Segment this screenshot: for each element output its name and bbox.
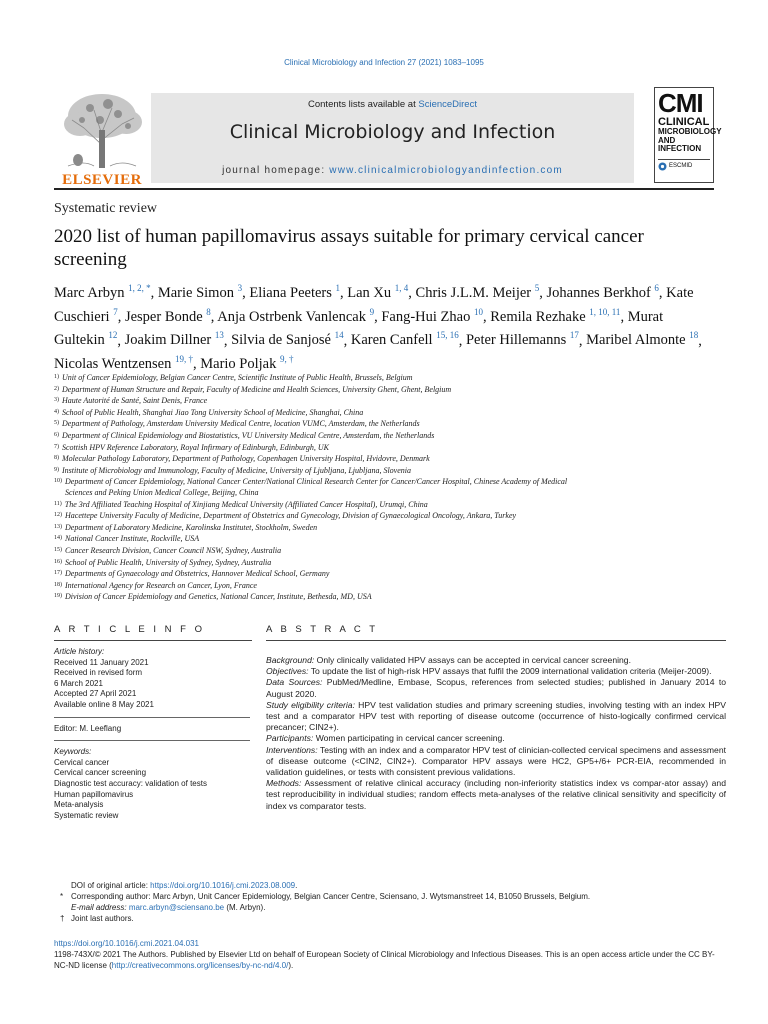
author[interactable] — [416, 285, 540, 301]
keyword: Cervical cancer — [54, 757, 110, 767]
abstract-section-text: Women participating in cervical cancer screening. — [315, 733, 505, 744]
keywords-label: Keywords: — [54, 747, 92, 757]
author-name: Mario Poljak — [200, 356, 277, 373]
abstract-section — [266, 778, 726, 812]
author-affiliation-marker[interactable]: 15, 16 — [436, 330, 459, 341]
affiliation-text: Hacettepe University Faculty of Medicine, Department of Obstetrics and Gynecology, Division of Gynaecological Oncology, Ankara, Turkey — [65, 511, 517, 521]
affiliation — [54, 384, 674, 396]
author-affiliation-marker[interactable]: 6 — [654, 283, 659, 293]
author[interactable] — [124, 306, 211, 325]
affiliation-number: 9) — [54, 466, 59, 473]
article-info-heading: A R T I C L E I N F O — [54, 624, 205, 635]
cmi-logo-line2: MICROBIOLOGY — [658, 127, 722, 136]
author-affiliation-marker[interactable]: 1, 4 — [394, 283, 409, 293]
author-name: Silvia de Sanjosé — [231, 332, 331, 349]
author[interactable] — [217, 306, 375, 325]
cmi-logo-big: CMI — [658, 88, 703, 118]
author-affiliation-marker[interactable]: 5 — [534, 283, 540, 293]
affiliation-number: 6) — [54, 431, 59, 438]
affiliation — [54, 557, 674, 569]
abstract-section — [266, 745, 726, 779]
abstract-section-label: Interventions: — [266, 744, 318, 755]
affiliation — [54, 499, 674, 511]
affiliation — [54, 395, 674, 407]
sciencedirect-link[interactable]: ScienceDirect — [418, 99, 477, 110]
info-separator — [54, 717, 250, 718]
author-affiliation-marker[interactable]: 13 — [214, 330, 224, 341]
affiliation — [54, 591, 674, 603]
affiliation-text: Haute Autorité de Santé, Saint Denis, France — [62, 396, 208, 406]
abstract-section-text: HPV test validation studies and primary screening studies, involving testing with an index HPV test and a comparator HPV test with reporting of disease outcome (occurrence of histo-logically confirmed cervical precancer; CIN2+). — [266, 699, 727, 733]
author-affiliation-marker[interactable]: 1 — [335, 283, 341, 293]
author-name: Marc Arbyn — [54, 284, 125, 301]
publication-info — [54, 938, 726, 971]
cmi-logo-line3: AND INFECTION — [658, 135, 702, 154]
affiliation — [54, 476, 674, 488]
author-list: Marc Arbyn $^{1, 2, *}$, Marie Simon $^3$, Eliana Peeters $^1$, Lan Xu $^{1, 4}$, Chris J.L.M. Meijer $^5$, Johannes Berkhof $^6$, Kate Cuschieri $^7$, Jesper Bonde $^8$, Anja Ostrbenk Vanlencak $^9$, Fang-Hui Zhao $^{10}$, Remila Rezhake $^{1, 10, 11}$, Murat Gultekin $^{12}$, Joakim Dillner $^{13}$, Silvia de Sanjosé $^{14}$, Karen Canfell $^{15, 16}$, Peter Hillemanns $^{17}$, Maribel Almonte $^{18}$, Nicolas Wentzensen $^{19, \dagger}$, Mario Poljak $^{9, \dagger}$ — [54, 283, 702, 373]
abstract-section-text: Assessment of relative clinical accuracy (including non-inferiority statistics index vs compar-ator assay) and test reproducibility in individual studies; random effects meta-analyses of the relative clinical sensitivity and specificity of index vs comparator tests. — [266, 778, 726, 811]
author[interactable] — [586, 332, 698, 348]
affiliation-text: Unit of Cancer Epidemiology, Belgian Cancer Centre, Scientific Institute of Public Health, Brussels, Belgium — [62, 373, 413, 382]
elsevier-tree-logo — [54, 90, 150, 188]
affiliation-text: Molecular Pathology Laboratory, Department of Pathology, Copenhagen University Hospital, Hvidovre, Denmark — [62, 454, 430, 464]
author-name: Maribel Almonte — [586, 332, 686, 349]
affiliation — [54, 453, 674, 465]
author-name: Jesper Bonde — [124, 308, 203, 325]
author-affiliation-marker[interactable]: 9, † — [279, 354, 294, 365]
affiliation-text: Department of Cancer Epidemiology, National Cancer Center/National Clinical Research Center for Cancer/Cancer Hospital, Chinese Academy of Medical — [65, 477, 568, 487]
author-affiliation-marker[interactable]: 10 — [473, 306, 483, 317]
author-name: Peter Hillemanns — [465, 332, 567, 349]
author[interactable] — [466, 332, 579, 348]
publisher-name: ELSEVIER — [62, 172, 142, 188]
author-name: Lan Xu — [347, 284, 392, 301]
affiliation-text: School of Public Health, Shanghai Jiao Tong University School of Medicine, Shanghai, China — [62, 407, 364, 417]
affiliation — [54, 522, 674, 534]
affiliation-number: 12) — [54, 512, 62, 519]
affiliation-number: 4) — [54, 408, 59, 415]
author-affiliation-marker[interactable]: 12 — [108, 330, 118, 341]
author[interactable] — [54, 356, 193, 372]
journal-citation[interactable]: Clinical Microbiology and Infection 27 (2021) 1083–1095 — [284, 58, 484, 67]
abstract-section — [266, 655, 726, 666]
affiliation-continuation: Sciences and Peking Union Medical College, Beijing, China — [65, 487, 259, 497]
abstract-section-text: PubMed/Medline, Embase, Scopus, references from selected studies; published in January 2014 to August 2020. — [266, 677, 726, 699]
corresponding-note — [54, 891, 726, 902]
copyright-text — [54, 949, 726, 971]
affiliation-number: 1) — [54, 374, 59, 380]
author-name: Anja Ostrbenk Vanlencak — [217, 308, 366, 325]
abstract-section-label: Background: — [266, 655, 315, 665]
author[interactable] — [249, 285, 340, 301]
article-type: Systematic review — [54, 201, 158, 216]
author-affiliation-marker[interactable]: 8 — [206, 306, 211, 317]
dagger-mark: † — [60, 914, 65, 923]
affiliation-text: Scottish HPV Reference Laboratory, Royal Infirmary of Edinburgh, Edinburgh, UK — [62, 442, 329, 452]
affiliation-text: School of Public Health, University of Sydney, Sydney, Australia — [65, 557, 272, 567]
author-affiliation-marker[interactable]: 9 — [369, 306, 375, 317]
article-doi-link[interactable]: https://doi.org/10.1016/j.cmi.2021.04.031 — [54, 939, 199, 948]
article-info — [54, 647, 254, 821]
abstract-section — [266, 677, 726, 699]
abstract-section-label: Methods: — [266, 778, 302, 789]
author-name: Eliana Peeters — [249, 284, 332, 301]
author[interactable] — [347, 285, 408, 301]
license-suffix: ). — [288, 961, 294, 970]
joint-last-note — [54, 913, 726, 924]
affiliation-text: Department of Human Structure and Repair, Faculty of Medicine and Health Sciences, University Ghent, Ghent, Belgium — [62, 384, 452, 394]
affiliation-number: 14) — [54, 535, 62, 542]
email-label: E-mail address: — [71, 903, 127, 912]
affiliation-text: Cancer Research Division, Cancer Council NSW, Sydney, Australia — [65, 545, 282, 555]
abstract-body — [266, 655, 726, 812]
author-name: Remila Rezhake — [490, 308, 586, 325]
affiliation-number: 15) — [54, 546, 62, 553]
revised-date: 6 March 2021 — [54, 678, 103, 688]
affiliation-text: International Agency for Research on Cancer, Lyon, France — [65, 580, 257, 590]
author[interactable] — [125, 332, 224, 348]
author[interactable] — [231, 332, 344, 348]
author-name: Johannes Berkhof — [546, 284, 651, 301]
abstract-rule — [266, 640, 726, 641]
revised-label: Received in revised form — [54, 668, 143, 678]
affiliation-text: National Cancer Institute, Rockville, USA — [65, 534, 200, 544]
affiliation — [54, 430, 674, 442]
affiliation-number: 13) — [54, 523, 62, 530]
affiliation — [54, 533, 674, 545]
affiliation — [54, 442, 674, 454]
affiliation-text: Department of Clinical Epidemiology and Biostatistics, VU University Medical Centre, Amsterdam, the Netherlands — [62, 430, 435, 440]
author-name: Marie Simon — [157, 284, 234, 301]
author-affiliation-marker[interactable]: 3 — [237, 283, 243, 293]
author-affiliation-marker[interactable]: 1, 10, 11 — [589, 306, 621, 317]
journal-title: Clinical Microbiology and Infection — [229, 121, 556, 143]
joint-last-text: Joint last authors. — [71, 914, 134, 923]
author-affiliation-marker[interactable]: 17 — [569, 330, 579, 341]
affiliation — [54, 545, 674, 557]
affiliation — [54, 407, 674, 419]
author-affiliation-marker[interactable]: 1, 2, * — [128, 283, 151, 293]
license-link[interactable]: http://creativecommons.org/licenses/by-nc-nd/4.0/ — [111, 961, 289, 970]
info-separator — [54, 740, 250, 741]
author-name: Kate Cuschieri — [54, 284, 694, 325]
author-affiliation-marker[interactable]: 19, † — [174, 354, 193, 365]
affiliation-list — [54, 372, 674, 603]
email-link[interactable]: marc.arbyn@sciensano.be — [128, 903, 225, 912]
affiliation-number: 7) — [54, 443, 59, 450]
author-affiliation-marker[interactable]: 18 — [689, 330, 699, 341]
abstract-section — [266, 666, 726, 677]
affiliation-number: 17) — [54, 570, 62, 577]
tree-icon — [54, 90, 150, 170]
cmi-journal-logo — [654, 87, 722, 183]
author-name: Joakim Dillner — [124, 332, 212, 349]
doi-original-link[interactable]: https://doi.org/10.1016/j.cmi.2023.08.009 — [150, 881, 296, 890]
affiliation-text: Departments of Gynaecology and Obstetrics, Hannover Medical School, Germany — [65, 569, 330, 579]
abstract-section-text: To update the list of high-risk HPV assays that fulfil the 2009 international validation criteria (Meijer-2009). — [310, 666, 712, 677]
contents-prefix: Contents lists available at — [308, 99, 419, 110]
email-note — [54, 902, 726, 913]
affiliation-text: Department of Pathology, Amsterdam University Medical Centre, location VUMC, Amsterdam, the Netherlands — [62, 419, 420, 429]
author-affiliation-marker[interactable]: 14 — [334, 330, 344, 341]
corresponding-text: Corresponding author: Marc Arbyn, Unit Cancer Epidemiology, Belgian Cancer Centre, Sciensano, J. Wytsmanstreet 14, B1050 Brussels, Belgium. — [71, 892, 591, 901]
cmi-logo-line1: CLINICAL — [658, 116, 710, 128]
author-name: Chris J.L.M. Meijer — [415, 284, 532, 301]
keyword-list — [54, 758, 254, 822]
affiliation-text: The 3rd Affiliated Teaching Hospital of Xinjiang Medical University (Affiliated Cancer Hospital), Urumqi, China — [64, 499, 428, 509]
affiliation-text: Division of Cancer Epidemiology and Genetics, National Cancer, Institute, Bethesda, MD, USA — [65, 592, 372, 602]
abstract-section-label: Participants: — [266, 733, 314, 744]
affiliation-number: 16) — [54, 558, 62, 565]
author[interactable] — [200, 356, 293, 372]
journal-homepage — [151, 165, 634, 176]
affiliation — [54, 580, 674, 592]
affiliation-number: 19) — [54, 593, 62, 600]
header-rule — [54, 188, 714, 190]
doi-original-note: DOI of original article: https://doi.org/10.1016/j.cmi.2023.08.009. — [71, 881, 298, 890]
keyword: Systematic review — [54, 810, 119, 820]
affiliation — [54, 418, 674, 430]
affiliation-number: 3) — [54, 397, 59, 404]
author[interactable] — [547, 285, 659, 301]
affiliation — [54, 465, 674, 477]
article-title: 2020 list of human papillomavirus assays suitable for primary cervical cancer screening — [54, 226, 644, 270]
author-name: Fang-Hui Zhao — [381, 308, 471, 325]
affiliation — [54, 568, 674, 580]
affiliation — [54, 510, 674, 522]
affiliation-number: 2) — [54, 385, 59, 392]
homepage-link[interactable]: www.clinicalmicrobiologyandinfection.com — [329, 165, 563, 176]
keyword: Human papillomavirus — [54, 789, 134, 799]
footnotes — [54, 880, 726, 924]
affiliation-number: 11) — [54, 500, 62, 507]
history-label: Article history: — [54, 647, 105, 656]
asterisk-mark: * — [60, 892, 64, 901]
author[interactable] — [490, 306, 621, 325]
copyright-statement: 1198-743X/© 2021 The Authors. Published by Elsevier Ltd on behalf of European Society of Clinical Microbiology and Infectious Diseases. This is an open access article under the CC BY-NC-ND license ( — [54, 950, 715, 970]
author-name: Murat Gultekin — [54, 308, 664, 349]
abstract-section-text: Only clinically validated HPV assays can be accepted in cervical cancer screening. — [316, 655, 631, 665]
affiliation-number: 8) — [54, 455, 59, 462]
email-suffix: (M. Arbyn). — [224, 903, 266, 912]
escmid-badge — [658, 159, 710, 171]
affiliation-text: Institute of Microbiology and Immunology, Faculty of Medicine, University of Ljubljana, Ljubljana, Slovenia — [62, 465, 411, 475]
abstract-heading: A B S T R A C T — [266, 624, 379, 635]
author[interactable] — [381, 306, 483, 325]
abstract-section-text: Testing with an index and a comparator HPV test of clinician-collected cervical specimens and assessment of disease outcome (<CIN2, CIN2+). Comparator HPV assays were HC2, GP5+/6+ PCR-EIA, recommended in validation guidelines, or tests with consistent previous validations. — [266, 744, 726, 778]
accepted-date: Accepted 27 April 2021 — [54, 689, 137, 699]
abstract-section — [266, 733, 726, 744]
keyword: Diagnostic test accuracy: validation of tests — [54, 778, 207, 788]
author[interactable] — [351, 332, 459, 348]
author[interactable] — [54, 285, 151, 301]
doi-original-prefix: DOI of original article: — [71, 881, 151, 890]
author-name: Nicolas Wentzensen — [54, 356, 172, 373]
author[interactable] — [158, 285, 242, 301]
escmid-label: ESCMID — [669, 163, 693, 170]
affiliation-number: 5) — [54, 420, 59, 427]
keyword: Cervical cancer screening — [54, 768, 147, 778]
keyword: Meta-analysis — [54, 800, 104, 810]
abstract-section-label: Data Sources: — [266, 677, 323, 688]
editor: Editor: M. Leeflang — [54, 723, 122, 733]
received-date: Received 11 January 2021 — [54, 657, 149, 667]
journal-banner — [151, 93, 634, 183]
abstract-section — [266, 700, 726, 734]
escmid-icon — [658, 162, 667, 171]
affiliation-number: 10) — [54, 478, 62, 485]
author-affiliation-marker[interactable]: 7 — [113, 306, 118, 317]
abstract-section-label: Objectives: — [266, 666, 309, 677]
online-date: Available online 8 May 2021 — [54, 699, 154, 709]
contents-line — [151, 99, 634, 110]
affiliation — [54, 372, 674, 384]
affiliation-text: Department of Laboratory Medicine, Karolinska Institutet, Stockholm, Sweden — [65, 522, 318, 532]
homepage-prefix: journal homepage: — [222, 165, 330, 176]
affiliation-number: 18) — [54, 581, 62, 588]
article-info-rule — [54, 640, 252, 641]
abstract-section-label: Study eligibility criteria: — [266, 699, 355, 710]
journal-header — [54, 84, 722, 188]
author-name: Karen Canfell — [350, 332, 433, 349]
